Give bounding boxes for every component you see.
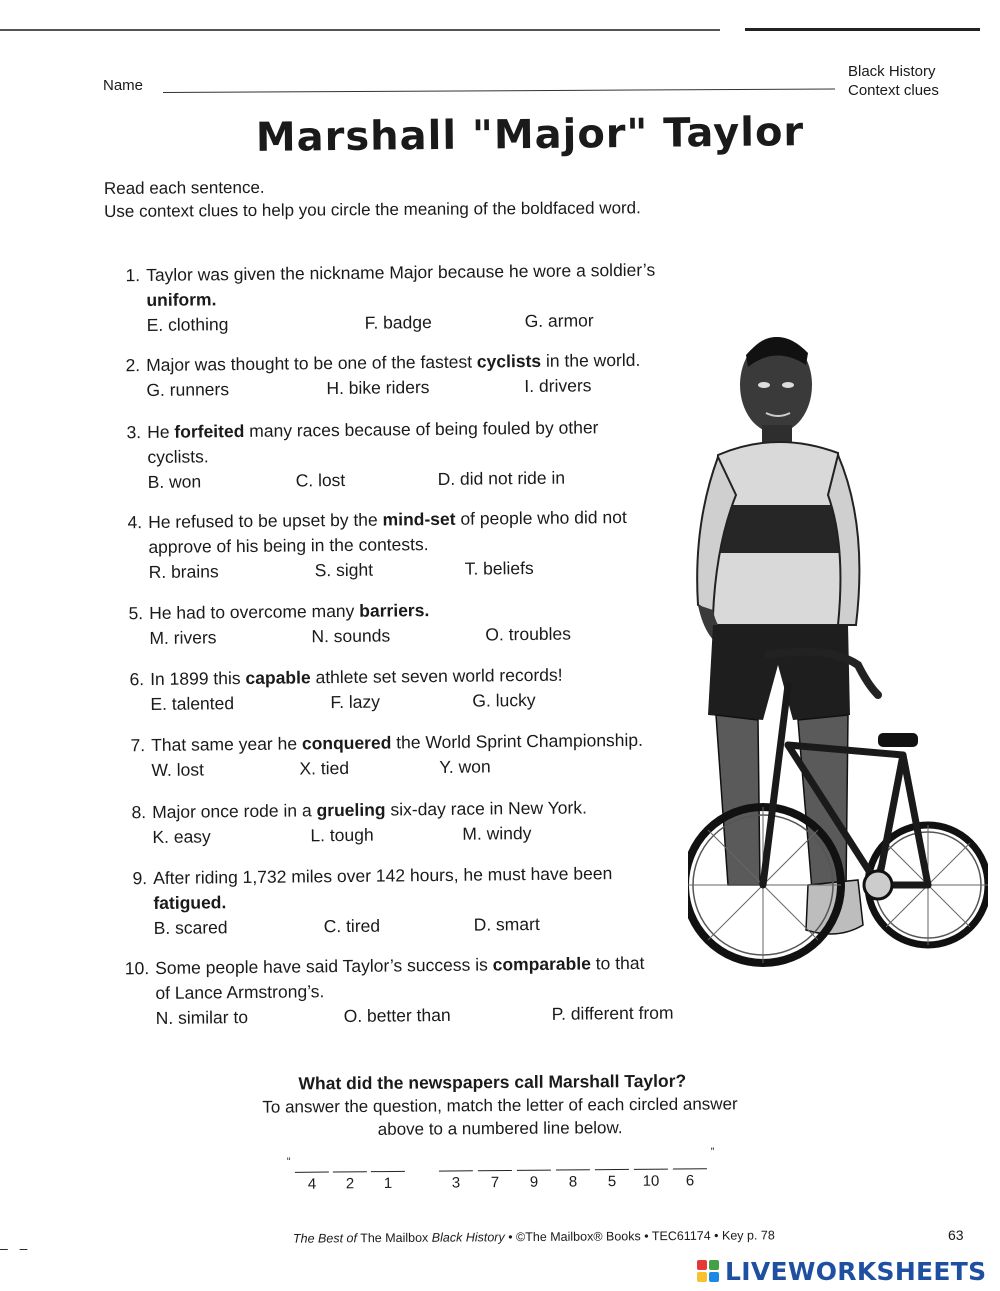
choices (147, 308, 667, 338)
choice[interactable]: H. bike riders (326, 377, 430, 399)
choice[interactable]: D. did not ride in (437, 467, 566, 489)
answer-blank[interactable] (556, 1169, 590, 1170)
question-item (124, 951, 674, 1031)
answer-blank[interactable] (333, 1171, 367, 1172)
bold-word: uniform. (146, 289, 217, 310)
choice[interactable]: P. different from (551, 1002, 674, 1024)
question-text: In 1899 this capable athlete set seven world records! (150, 664, 563, 689)
close-quote: ” (710, 1146, 715, 1159)
answer-blank[interactable] (371, 1171, 405, 1172)
choice[interactable]: F. lazy (330, 691, 381, 713)
question-number: 2. (125, 355, 141, 376)
choice[interactable]: B. won (147, 471, 202, 492)
header-corner (848, 62, 939, 100)
question-number: 7. (130, 735, 146, 756)
blank-number: 10 (642, 1172, 660, 1190)
question-item (131, 795, 672, 850)
choices (150, 687, 670, 717)
choice[interactable]: C. lost (295, 469, 346, 491)
name-label: Name (103, 77, 144, 94)
question-number: 1. (125, 265, 141, 286)
question-number: 9. (132, 868, 148, 889)
question-item (129, 662, 670, 717)
footer-credit: The Best of The Mailbox Black History • ©The Mailbox® Books • TEC61174 • Key p. 78 (292, 1228, 775, 1246)
puzzle-instruction-1: To answer the question, match the letter of each circled answer (262, 1094, 738, 1117)
choice[interactable]: M. rivers (149, 627, 217, 648)
answer-blank[interactable] (673, 1168, 707, 1169)
choice[interactable]: X. tied (299, 757, 350, 779)
choice[interactable]: N. sounds (311, 625, 391, 647)
blank-number: 3 (451, 1174, 461, 1192)
top-rule (0, 28, 1000, 32)
page-number: 63 (948, 1227, 964, 1243)
question-text: He forfeited many races because of being fouled by other cyclists. (147, 417, 599, 467)
choices (149, 621, 669, 651)
blank-number: 1 (383, 1174, 393, 1193)
choice[interactable]: W. lost (151, 759, 205, 780)
bold-word: barriers. (359, 600, 430, 621)
question-text: Major was thought to be one of the fastest cyclists in the world. (146, 349, 641, 375)
sweater-stripe (712, 505, 846, 553)
question-item (128, 596, 669, 651)
liveworksheets-wordmark: LIVEWORKSHEETS (725, 1256, 987, 1286)
choice[interactable]: O. better than (343, 1004, 451, 1027)
choices (154, 911, 674, 941)
choice[interactable]: E. clothing (146, 314, 229, 335)
question-text: He refused to be upset by the mind-set of people who did not approve of his being in the contests. (148, 506, 627, 557)
instruction-line-2: Use context clues to help you circle the meaning of the boldfaced word. (104, 198, 641, 221)
question-number: 3. (126, 422, 142, 443)
open-quote: “ (286, 1155, 291, 1168)
question-item (130, 727, 711, 783)
choice[interactable]: R. brains (148, 561, 219, 582)
choice[interactable]: B. scared (153, 917, 228, 938)
choices (146, 372, 736, 403)
liveworksheets-logo[interactable] (697, 1257, 986, 1285)
blank-number: 5 (607, 1173, 617, 1191)
bold-word: forfeited (174, 420, 245, 442)
choice[interactable]: O. troubles (485, 623, 572, 645)
choice[interactable]: M. windy (462, 823, 532, 844)
choices (152, 820, 672, 850)
question-text: He had to overcome many barriers. (149, 600, 430, 623)
instruction-line-1: Read each sentence. (103, 177, 265, 199)
subject-label: Black History (848, 63, 936, 80)
choices (155, 1001, 674, 1031)
question-text: Some people have said Taylor’s success is comparable to that of Lance Armstrong’s. (155, 952, 645, 1003)
cyclist-illustration (688, 325, 988, 1025)
question-item (127, 504, 694, 585)
choice[interactable]: Y. won (439, 756, 491, 777)
question-item (132, 861, 674, 941)
question-number: 8. (131, 802, 147, 823)
page-title: Marshall "Major" Taylor (255, 109, 805, 161)
instructions (104, 173, 641, 223)
blank-number: 4 (307, 1175, 317, 1193)
puzzle-instruction-2: above to a numbered line below. (377, 1118, 623, 1139)
bold-word: conquered (301, 732, 392, 754)
answer-blank[interactable] (439, 1170, 473, 1171)
question-item (125, 258, 667, 338)
choice[interactable]: D. smart (473, 913, 540, 935)
choice[interactable]: E. talented (150, 693, 235, 714)
bold-word: cyclists (476, 350, 542, 372)
blank-number: 9 (529, 1173, 539, 1191)
answer-blank[interactable] (295, 1172, 329, 1173)
blank-number: 8 (568, 1173, 578, 1191)
choices (149, 554, 694, 585)
answer-blank[interactable] (634, 1169, 668, 1170)
bold-word: grueling (316, 799, 386, 821)
question-number: 4. (127, 512, 143, 533)
blank-number: 2 (345, 1175, 355, 1193)
bold-word: comparable (492, 953, 591, 975)
choice[interactable]: F. badge (364, 312, 432, 333)
choice[interactable]: G. armor (524, 310, 594, 332)
choices (151, 752, 711, 783)
question-item (125, 347, 736, 403)
answer-blank[interactable] (517, 1170, 551, 1171)
bold-word: fatigued. (153, 892, 227, 913)
choice[interactable]: S. sight (314, 559, 374, 581)
question-number: 6. (129, 669, 145, 690)
answer-blank[interactable] (595, 1169, 629, 1170)
choice[interactable]: G. lucky (472, 689, 536, 711)
question-text: That same year he conquered the World Sprint Championship. (151, 729, 644, 755)
name-line[interactable] (163, 88, 835, 93)
choice[interactable]: I. drivers (524, 375, 592, 397)
question-number: 5. (128, 603, 144, 624)
question-text: Major once rode in a grueling six-day race in New York. (152, 797, 587, 822)
question-text: Taylor was given the nickname Major because he wore a soldier’s uniform. (146, 259, 656, 310)
answer-blanks (285, 1146, 725, 1205)
question-text: After riding 1,732 miles over 142 hours, he must have been fatigued. (153, 863, 613, 913)
question-item (126, 415, 663, 495)
choices (148, 465, 663, 495)
question-number: 10. (124, 958, 150, 979)
blank-number: 6 (685, 1172, 695, 1190)
shorts-shape (708, 625, 850, 720)
puzzle-question: What did the newspapers call Marshall Taylor? (298, 1070, 687, 1094)
margin-dash: – – (0, 1240, 32, 1256)
answer-blank[interactable] (478, 1170, 512, 1171)
choice[interactable]: G. runners (146, 379, 230, 400)
choice[interactable]: L. tough (310, 824, 374, 846)
blank-number: 7 (490, 1174, 500, 1192)
choice[interactable]: T. beliefs (464, 557, 534, 579)
choice[interactable]: K. easy (152, 826, 211, 847)
choice[interactable]: C. tired (323, 915, 381, 937)
liveworksheets-icon (697, 1260, 719, 1282)
bold-word: mind-set (382, 508, 456, 530)
choice[interactable]: N. similar to (155, 1007, 249, 1028)
puzzle-section (0, 1067, 1000, 1144)
bold-word: capable (245, 667, 311, 689)
skill-label: Context clues (848, 82, 939, 99)
